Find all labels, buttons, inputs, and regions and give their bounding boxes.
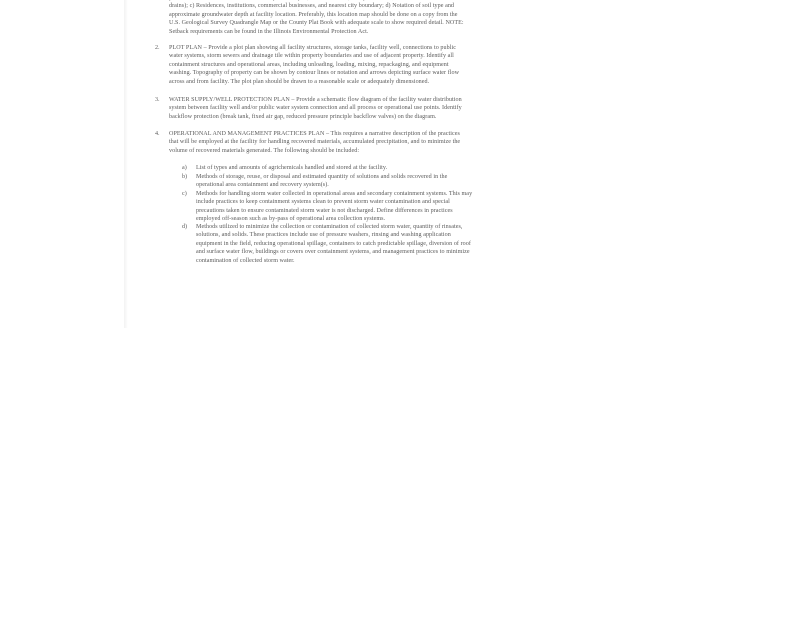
item-body: [169, 130, 527, 155]
intro-line: Setback requirements can be found in the Illinois Environmental Protection Act.: [169, 28, 369, 35]
sub-item-line: solutions, and solids. These practices include use of pressure washers, rinsing and washing application: [196, 232, 451, 239]
sub-item-line: Methods utilized to minimize the collection or contamination of collected storm water, quantity of rinsates,: [196, 224, 463, 230]
sub-item-letter: d): [182, 224, 188, 230]
sub-item-line: Methods of storage, reuse, or disposal and estimated quantity of solutions and solids recovered in the: [196, 174, 448, 180]
item-number: 3.: [155, 97, 160, 103]
sub-item-line: Methods for handling storm water collected in operational areas and secondary containment systems. This may: [196, 191, 473, 197]
item-body: [169, 96, 527, 121]
sub-item-body: [196, 173, 526, 190]
sub-item-line: contamination of collected storm water.: [196, 257, 295, 264]
sub-item-line: precautions taken to ensure contaminated storm water is not discharged. Define differences in practices: [196, 207, 453, 214]
item-line: across and from facility. The plot plan should be drawn to a reasonable scale or adequately dimensioned.: [169, 78, 430, 85]
item-line: volume of recovered materials generated. The following should be included:: [169, 147, 360, 154]
item-line: containment structures and operational areas, including unloading, loading, mixing, repackaging, and equipment: [169, 61, 449, 68]
intro-paragraph: [169, 0, 527, 36]
sub-item-body: [196, 164, 526, 172]
item-line: PLOT PLAN – Provide a plot plan showing all facility structures, storage tanks, facility well, connections to public: [169, 45, 456, 51]
item-body: [169, 44, 527, 86]
sub-item-line: employed off-season such as by-pass of operational area collection systems.: [196, 216, 386, 223]
sub-item-line: equipment in the field, reducing operational spillage, containers to catch predictable spillage, diversion of roof: [196, 240, 471, 247]
sub-item-letter: a): [182, 165, 187, 171]
item-line: system between facility well and/or public water system connection and all process or operational use points. Identify: [169, 105, 462, 112]
sub-item-line: and surface water flow, buildings or covers over containment systems, and management practices to minimize: [196, 249, 470, 256]
sub-item-letter: b): [182, 174, 188, 180]
sub-item-line: include practices to keep containment systems clean to prevent storm water contamination and special: [196, 199, 450, 206]
item-line: that will be employed at the facility for handling recovered materials, accumulated precipitation, and to minimize the: [169, 139, 461, 146]
sub-item-body: [196, 190, 526, 224]
intro-line: U.S. Geological Survey Quadrangle Map or the County Plat Book with adequate scale to show required detail. NOTE:: [169, 20, 464, 27]
sub-item-line: operational area containment and recovery system(s).: [196, 182, 329, 189]
scan-edge-shadow: [124, 0, 128, 328]
item-line: WATER SUPPLY/WELL PROTECTION PLAN – Provide a schematic flow diagram of the facility water distribution: [169, 97, 462, 103]
intro-line: drains); c) Residences, institutions, commercial businesses, and nearest city boundary; d) Notation of soil type and: [169, 3, 455, 10]
item-line: OPERATIONAL AND MANAGEMENT PRACTICES PLAN – This requires a narrative description of the practices: [169, 131, 460, 137]
item-line: water systems, storm sewers and drainage tile within property boundaries and use of adjacent property. Identify all: [169, 53, 454, 60]
sub-item-body: [196, 223, 526, 265]
intro-line: approximate groundwater depth at facility location. Preferably, this location map should be done on a copy from the: [169, 11, 458, 18]
item-number: 4.: [155, 131, 160, 137]
item-line: washing. Topography of property can be shown by contour lines or notation and arrows depicting surface water flow: [169, 70, 460, 77]
item-line: backflow protection (break tank, fixed air gap, reduced pressure principle backflow valves) on the diagram.: [169, 113, 437, 120]
item-number: 2.: [155, 45, 160, 51]
sub-item-letter: c): [182, 191, 187, 197]
sub-item-line: List of types and amounts of agrichemicals handled and stored at the facility.: [196, 165, 388, 171]
